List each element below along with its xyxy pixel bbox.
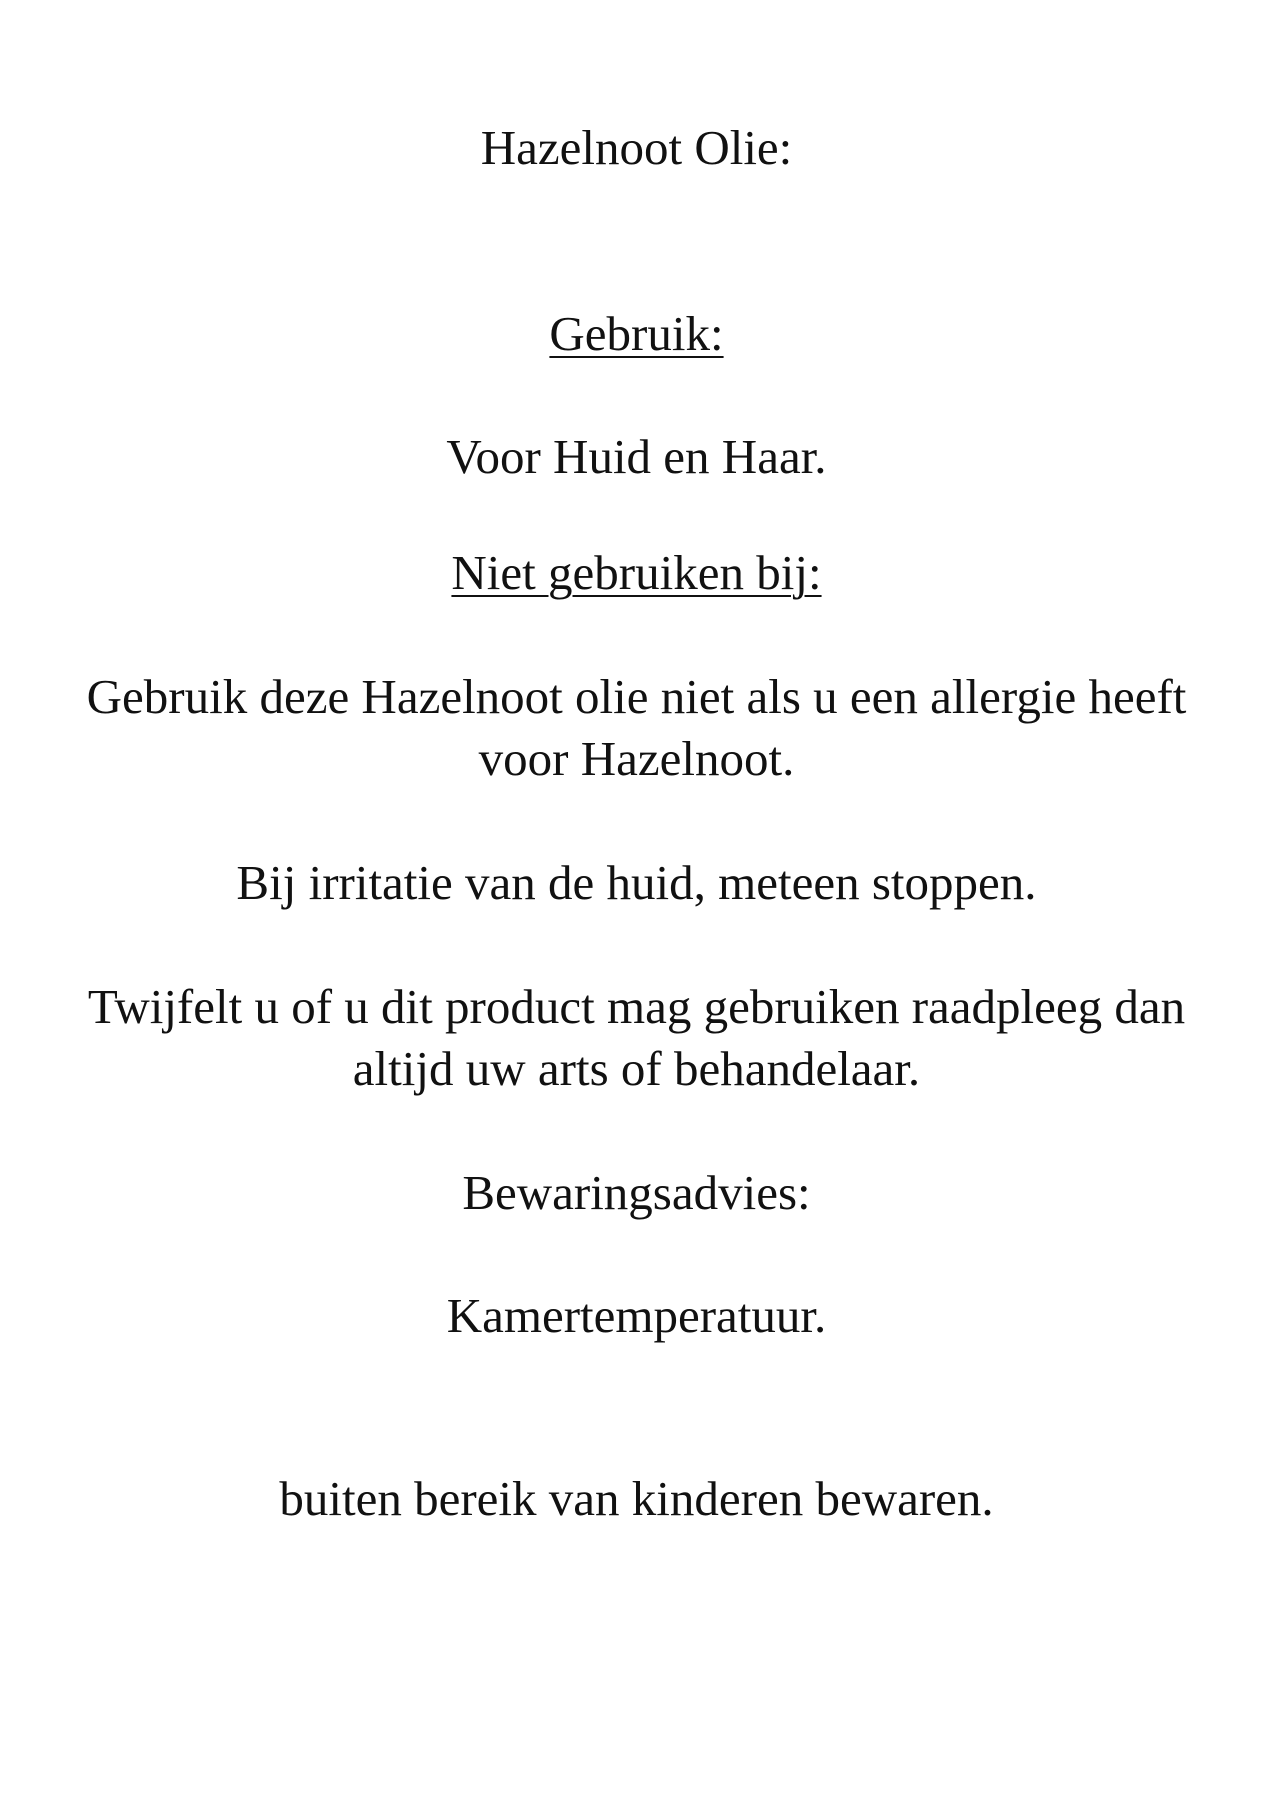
usage-text: Voor Huid en Haar. — [446, 429, 827, 484]
storage-heading: Bewaringsadvies: — [462, 1165, 811, 1220]
allergy-warning-line-2: voor Hazelnoot. — [478, 731, 795, 786]
doubt-advice-line-1: Twijfelt u of u dit product mag gebruiken raadpleeg dan — [87, 979, 1186, 1034]
usage-heading: Gebruik: — [549, 306, 724, 361]
document-title: Hazelnoot Olie: — [480, 120, 793, 175]
usage-heading-row — [0, 304, 1273, 364]
contraindication-heading-row — [0, 543, 1273, 603]
allergy-warning-line-1: Gebruik deze Hazelnoot olie niet als u een allergie heeft — [86, 669, 1187, 724]
storage-text: Kamertemperatuur. — [446, 1288, 827, 1343]
children-warning: buiten bereik van kinderen bewaren. — [279, 1471, 994, 1526]
contraindication-heading: Niet gebruiken bij: — [451, 545, 822, 600]
irritation-warning: Bij irritatie van de huid, meteen stoppen. — [236, 855, 1037, 910]
doubt-advice-line-2: altijd uw arts of behandelaar. — [352, 1041, 921, 1096]
